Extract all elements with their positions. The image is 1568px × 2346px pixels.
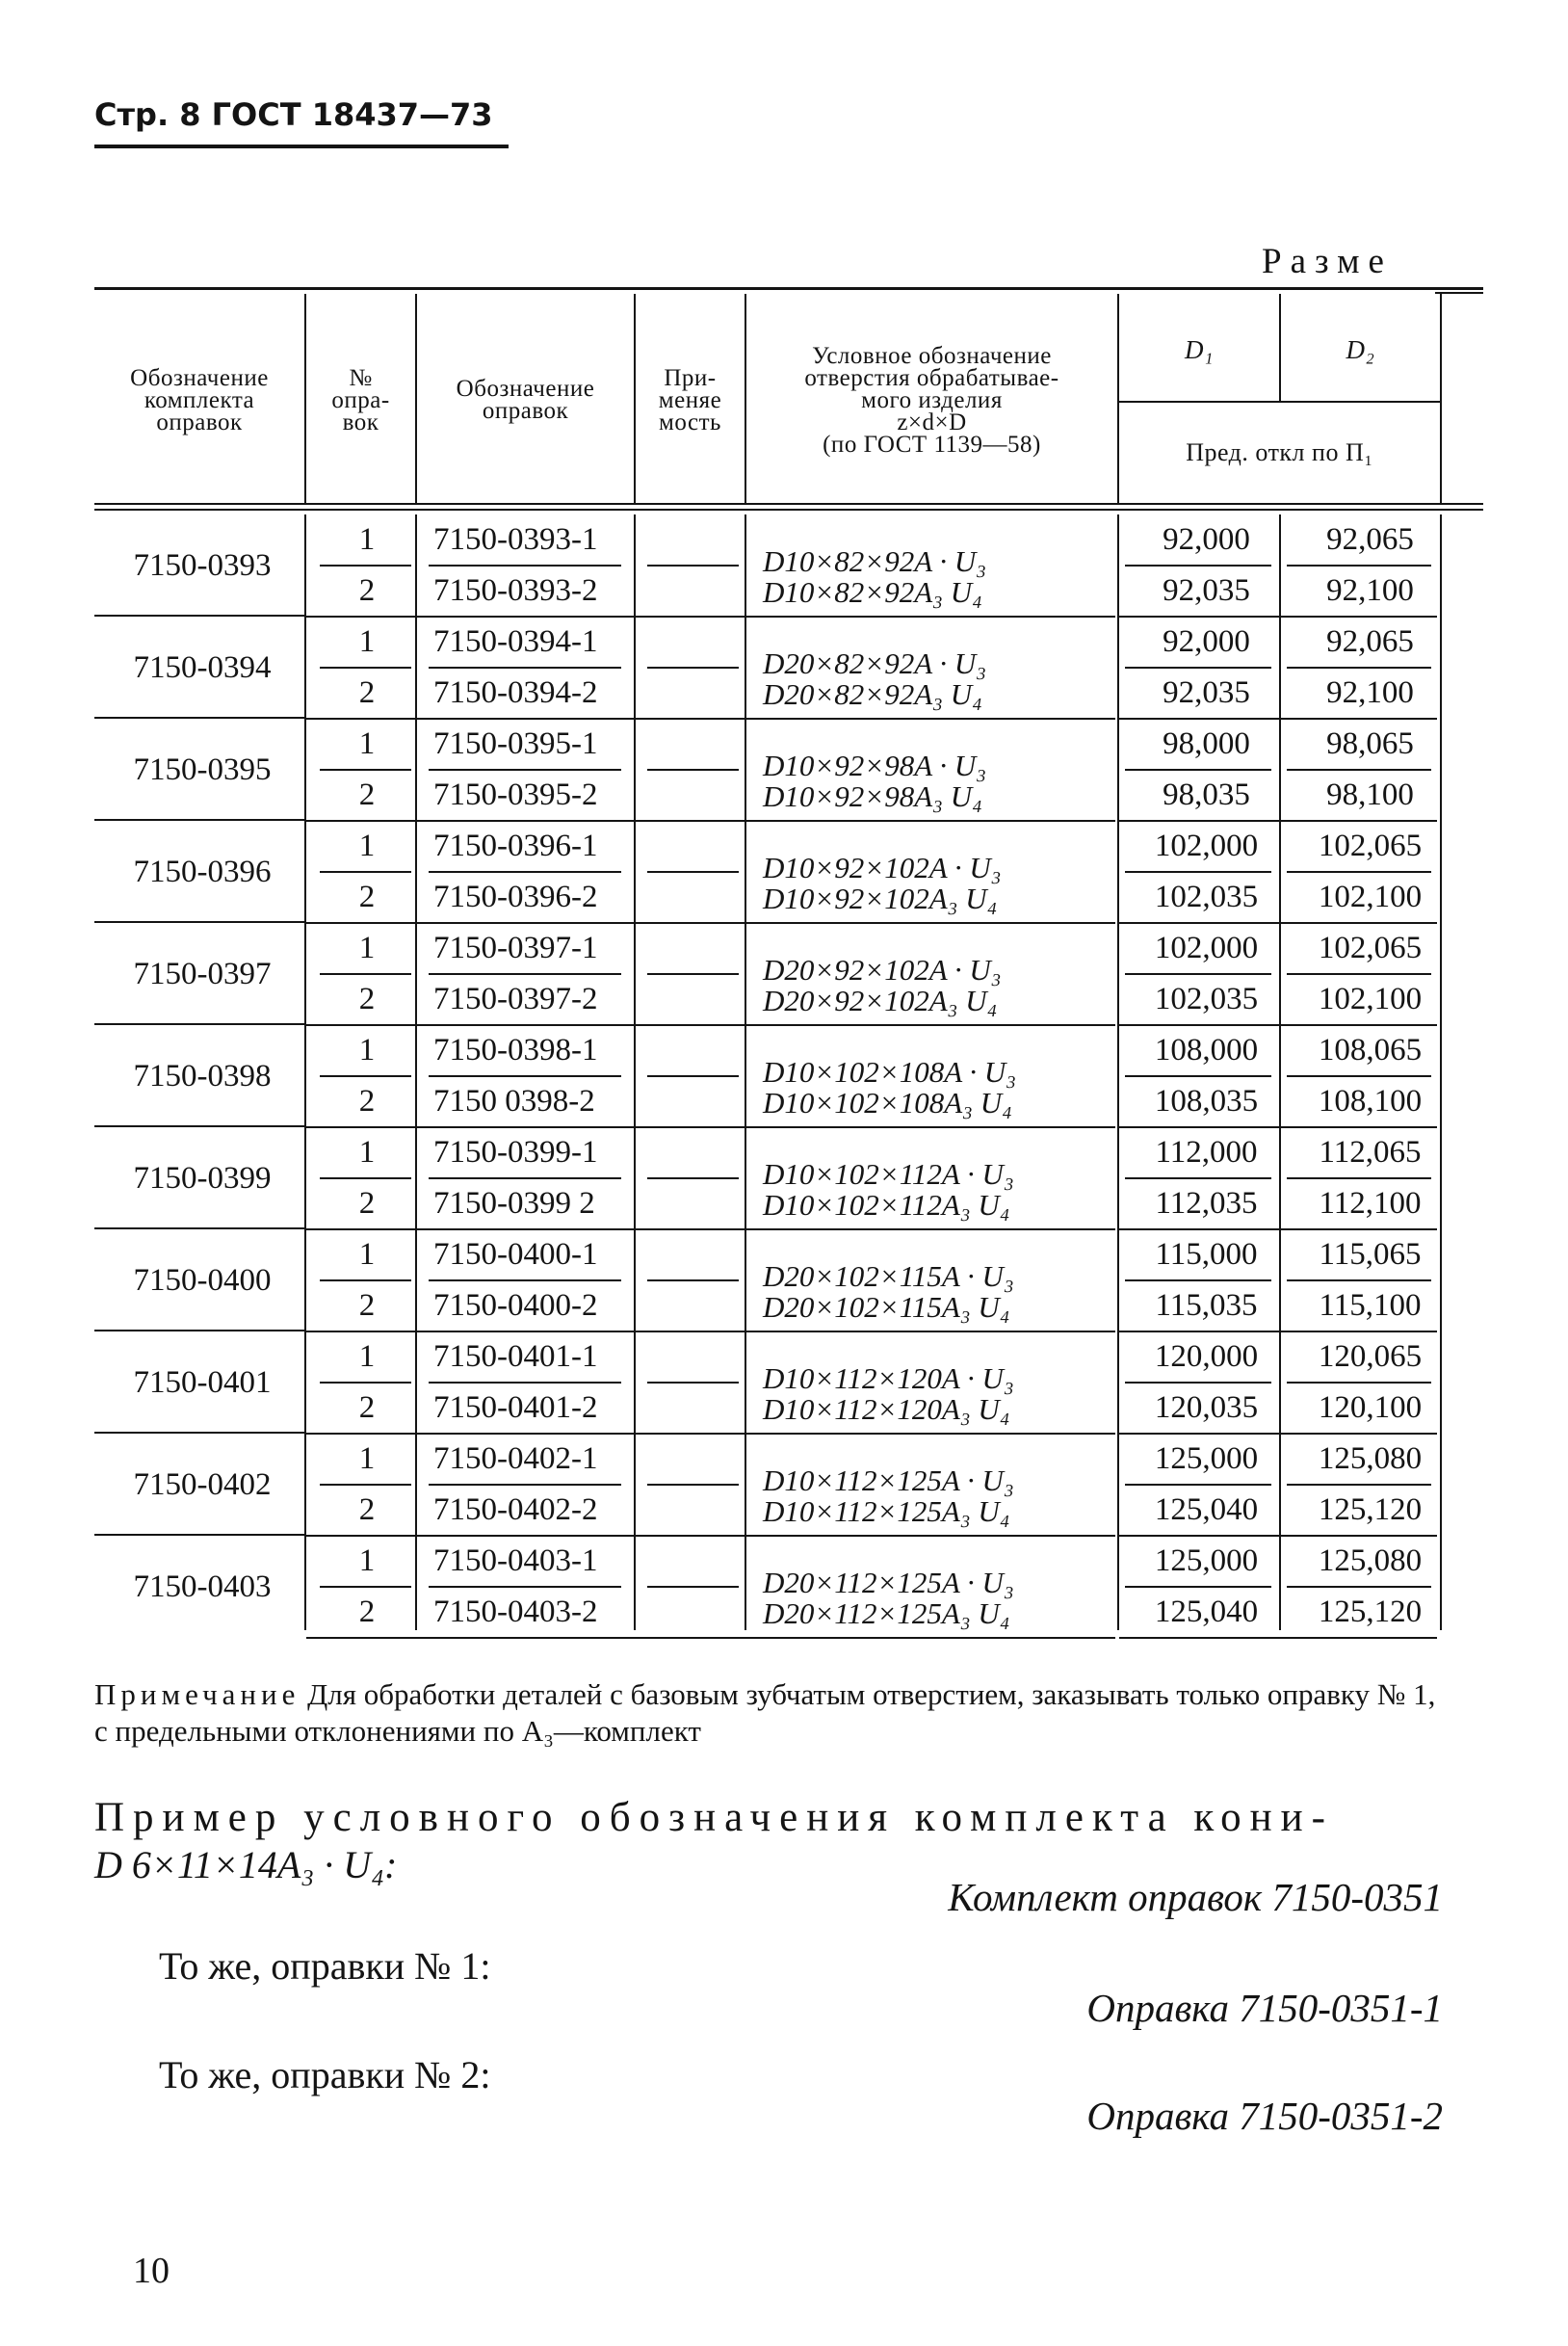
d1-value: 92,035 <box>1163 573 1250 608</box>
row-separator <box>647 769 739 771</box>
hole-designation: D10×92×102A · U₃ <box>763 850 1002 884</box>
d2-value: 102,065 <box>1318 931 1423 965</box>
header-vline <box>1440 294 1442 503</box>
d1-value: 112,000 <box>1155 1135 1258 1170</box>
mandrel-2-designation: Оправка 7150-0351-2 <box>1086 2094 1443 2138</box>
hole-designation: D10×102×112A₃ U₄ <box>763 1187 1010 1222</box>
hole-designation: D10×112×120A₃ U₄ <box>763 1391 1010 1426</box>
d2-value: 112,100 <box>1319 1186 1422 1221</box>
group-separator <box>94 1432 304 1434</box>
same-mandrel-2-label: То же, оправки № 2: <box>159 2053 491 2096</box>
table-caption: Разме <box>1262 242 1393 281</box>
d2-value: 98,100 <box>1326 778 1414 812</box>
table-note <box>94 1676 1443 1750</box>
kit-code: 7150-0402 <box>133 1466 272 1502</box>
group-separator <box>94 717 304 719</box>
body-vline <box>634 514 636 1630</box>
mandrel-number: 2 <box>358 573 376 608</box>
mandrel-code: 7150-0401-2 <box>433 1390 598 1425</box>
hole-designation: D10×92×98A₃ U₄ <box>763 778 982 813</box>
d1-value: 98,035 <box>1163 778 1250 812</box>
d2-value: 120,065 <box>1318 1339 1423 1374</box>
hole-designation: D20×82×92A₃ U₄ <box>763 676 982 711</box>
mandrel-number: 1 <box>358 1237 376 1272</box>
row-separator <box>647 667 739 669</box>
page-number: 10 <box>133 2251 170 2291</box>
group-bottom-rule <box>306 1228 1115 1230</box>
header-d1: D₁ <box>1185 334 1214 364</box>
row-separator <box>647 1075 739 1077</box>
group-bottom-rule <box>306 1126 1115 1128</box>
hole-designation: D10×112×125A · U₃ <box>763 1463 1014 1497</box>
hole-designation: D20×92×102A · U₃ <box>763 952 1002 987</box>
mandrel-number: 2 <box>358 880 376 914</box>
same-mandrel-1-label: То же, оправки № 1: <box>159 1944 491 1988</box>
d1-value: 98,000 <box>1163 726 1250 761</box>
mandrel-code: 7150-0397-2 <box>433 982 598 1016</box>
group-bottom-rule <box>306 820 1115 822</box>
mandrel-code: 7150-0399 2 <box>433 1186 595 1221</box>
mandrel-code: 7150-0403-1 <box>433 1543 598 1578</box>
d2-value: 108,065 <box>1318 1033 1423 1068</box>
d1-value: 102,035 <box>1154 880 1259 914</box>
mandrel-code: 7150-0396-1 <box>433 829 598 863</box>
d1-value: 125,000 <box>1154 1543 1259 1578</box>
mandrel-code: 7150-0398-1 <box>433 1033 598 1068</box>
mandrel-number: 1 <box>358 726 376 761</box>
mandrel-code: 7150-0403-2 <box>433 1595 598 1629</box>
group-bottom-rule <box>306 1535 1115 1537</box>
mandrel-number: 1 <box>358 1543 376 1578</box>
d1-value: 115,035 <box>1155 1288 1258 1323</box>
d2-value: 120,100 <box>1318 1390 1423 1425</box>
group-separator <box>94 1227 304 1229</box>
mandrel-code: 7150-0394-1 <box>433 624 598 659</box>
mandrel-code: 7150-0402-1 <box>433 1441 598 1476</box>
kit-designation: Комплект оправок 7150-0351 <box>948 1875 1443 1919</box>
group-bottom-rule <box>306 1331 1115 1332</box>
page-header: Стр. 8 ГОСТ 18437—73 <box>94 96 493 133</box>
d1-value: 108,000 <box>1154 1033 1259 1068</box>
group-separator <box>94 1023 304 1025</box>
kit-code: 7150-0394 <box>133 649 272 685</box>
hole-designation: D20×82×92A · U₃ <box>763 646 987 680</box>
row-separator <box>647 973 739 975</box>
d2-value: 92,100 <box>1326 675 1414 710</box>
table-top-rule-tail <box>1435 292 1483 294</box>
body-vline <box>304 514 306 1630</box>
d1-value: 92,000 <box>1163 522 1250 557</box>
d2-value: 98,065 <box>1326 726 1414 761</box>
header-rule-2 <box>94 509 1483 511</box>
hole-designation: D10×82×92A₃ U₄ <box>763 574 982 609</box>
row-separator <box>647 565 739 567</box>
hole-designation: D10×112×125A₃ U₄ <box>763 1493 1010 1528</box>
group-separator <box>94 819 304 821</box>
d2-value: 108,100 <box>1318 1084 1423 1119</box>
mandrel-code: 7150-0399-1 <box>433 1135 598 1170</box>
mandrel-code: 7150-0395-1 <box>433 726 598 761</box>
d2-value: 125,120 <box>1318 1595 1423 1629</box>
group-bottom-rule <box>306 718 1115 720</box>
d2-value: 102,065 <box>1318 829 1423 863</box>
d1-value: 120,000 <box>1154 1339 1259 1374</box>
example-title: Пример условного обозначения комплекта кони- <box>94 1795 1334 1840</box>
d2-value: 92,065 <box>1326 522 1414 557</box>
kit-code: 7150-0397 <box>133 956 272 991</box>
mandrel-number: 1 <box>358 624 376 659</box>
hole-designation: D20×92×102A₃ U₄ <box>763 983 998 1017</box>
group-bottom-rule <box>306 1637 1115 1639</box>
mandrel-code: 7150-0397-1 <box>433 931 598 965</box>
d2-value: 102,100 <box>1318 880 1423 914</box>
mandrel-code: 7150-0393-2 <box>433 573 598 608</box>
d1-value: 120,035 <box>1154 1390 1259 1425</box>
d2-value: 115,065 <box>1319 1237 1422 1272</box>
group-separator <box>94 1125 304 1127</box>
hole-designation: D10×102×108A · U₃ <box>763 1054 1017 1089</box>
mandrel-number: 2 <box>358 1595 376 1629</box>
d2-value: 92,100 <box>1326 573 1414 608</box>
header-underline <box>94 145 509 148</box>
row-separator <box>647 1586 739 1588</box>
mandrel-number: 2 <box>358 1084 376 1119</box>
group-separator <box>94 1330 304 1331</box>
mandrel-number: 1 <box>358 1135 376 1170</box>
group-separator <box>94 1534 304 1536</box>
mandrel-number: 2 <box>358 1186 376 1221</box>
group-bottom-rule <box>306 1024 1115 1026</box>
mandrel-number: 2 <box>358 1492 376 1527</box>
group-separator <box>94 615 304 617</box>
kit-code: 7150-0399 <box>133 1160 272 1196</box>
mandrel-number: 2 <box>358 675 376 710</box>
d2-value: 112,065 <box>1319 1135 1422 1170</box>
kit-code: 7150-0400 <box>133 1262 272 1298</box>
mandrel-code: 7150 0398-2 <box>433 1084 595 1119</box>
group-bottom-rule <box>306 922 1115 924</box>
mandrel-number: 1 <box>358 931 376 965</box>
header-designation: Условное обозначение отверстия обрабатывае- мого изделия z×d×D (по ГОСТ 1139—58) <box>804 342 1059 458</box>
row-separator <box>647 1382 739 1384</box>
kit-code: 7150-0398 <box>133 1058 272 1094</box>
d2-value: 125,120 <box>1318 1492 1423 1527</box>
d2-value: 125,080 <box>1318 1441 1423 1476</box>
mandrel-code: 7150-0396-2 <box>433 880 598 914</box>
hole-designation: D20×112×125A₃ U₄ <box>763 1595 1010 1630</box>
hole-designation: D10×102×108A₃ U₄ <box>763 1085 1012 1120</box>
row-separator <box>647 1484 739 1486</box>
mandrel-number: 1 <box>358 1339 376 1374</box>
note-label: Примечание <box>94 1677 301 1711</box>
hole-designation: D10×92×98A · U₃ <box>763 748 987 782</box>
group-bottom-rule <box>306 1433 1115 1435</box>
row-separator <box>647 1177 739 1179</box>
header-tolerance: Пред. откл по П₁ <box>1186 437 1373 466</box>
header-mandrel: Обозначение оправок <box>456 376 595 424</box>
mandrel-code: 7150-0400-2 <box>433 1288 598 1323</box>
group-bottom-rule <box>1119 1637 1437 1639</box>
d2-value: 115,100 <box>1319 1288 1422 1323</box>
header-number: № опра- вок <box>331 364 390 435</box>
hole-designation: D10×112×120A · U₃ <box>763 1360 1014 1395</box>
header-rule-1 <box>94 503 1483 505</box>
mandrel-code: 7150-0395-2 <box>433 778 598 812</box>
hole-designation: D20×112×125A · U₃ <box>763 1565 1014 1599</box>
d1-value: 125,000 <box>1154 1441 1259 1476</box>
mandrel-number: 1 <box>358 829 376 863</box>
d1-value: 102,035 <box>1154 982 1259 1016</box>
table-top-rule <box>94 287 1483 290</box>
d1-value: 102,000 <box>1154 829 1259 863</box>
kit-code: 7150-0393 <box>133 547 272 583</box>
kit-code: 7150-0401 <box>133 1364 272 1400</box>
mandrel-code: 7150-0402-2 <box>433 1492 598 1527</box>
mandrel-number: 2 <box>358 1288 376 1323</box>
example-formula: D 6×11×14A₃ · U₄: <box>94 1843 398 1886</box>
mandrel-code: 7150-0400-1 <box>433 1237 598 1272</box>
row-separator <box>647 871 739 873</box>
hole-designation: D10×102×112A · U₃ <box>763 1156 1014 1191</box>
hole-designation: D10×82×92A · U₃ <box>763 543 987 578</box>
mandrel-code: 7150-0394-2 <box>433 675 598 710</box>
kit-code: 7150-0396 <box>133 854 272 889</box>
d2-value: 125,080 <box>1318 1543 1423 1578</box>
group-separator <box>94 921 304 923</box>
body-vline <box>745 514 746 1630</box>
d1-value: 125,040 <box>1154 1595 1259 1629</box>
kit-code: 7150-0395 <box>133 751 272 787</box>
d2-value: 102,100 <box>1318 982 1423 1016</box>
group-bottom-rule <box>306 616 1115 618</box>
header-d2: D₂ <box>1346 334 1375 364</box>
d1-value: 115,000 <box>1155 1237 1258 1272</box>
kit-code: 7150-0403 <box>133 1568 272 1604</box>
d1-value: 112,035 <box>1155 1186 1258 1221</box>
mandrel-number: 1 <box>358 1033 376 1068</box>
header-kit: Обозначение комплекта оправок <box>130 364 269 435</box>
mandrel-number: 2 <box>358 778 376 812</box>
d1-value: 92,000 <box>1163 624 1250 659</box>
mandrel-number: 2 <box>358 982 376 1016</box>
mandrel-code: 7150-0393-1 <box>433 522 598 557</box>
mandrel-number: 1 <box>358 1441 376 1476</box>
note-text: Для обработки деталей с базовым зубчатым отверстием, заказывать только оправку № 1, с предельными отклонениями по A₃—комплект <box>94 1677 1436 1748</box>
mandrel-number: 2 <box>358 1390 376 1425</box>
d1-value: 108,035 <box>1154 1084 1259 1119</box>
mandrel-1-designation: Оправка 7150-0351-1 <box>1086 1986 1443 2030</box>
d2-value: 92,065 <box>1326 624 1414 659</box>
mandrel-number: 1 <box>358 522 376 557</box>
row-separator <box>647 1279 739 1281</box>
hole-designation: D10×92×102A₃ U₄ <box>763 881 998 915</box>
mandrel-code: 7150-0401-1 <box>433 1339 598 1374</box>
hole-designation: D20×102×115A₃ U₄ <box>763 1289 1010 1324</box>
header-usage: При- меняе мость <box>658 364 722 435</box>
hole-designation: D20×102×115A · U₃ <box>763 1258 1014 1293</box>
d1-value: 102,000 <box>1154 931 1259 965</box>
d1-value: 125,040 <box>1154 1492 1259 1527</box>
d1-value: 92,035 <box>1163 675 1250 710</box>
